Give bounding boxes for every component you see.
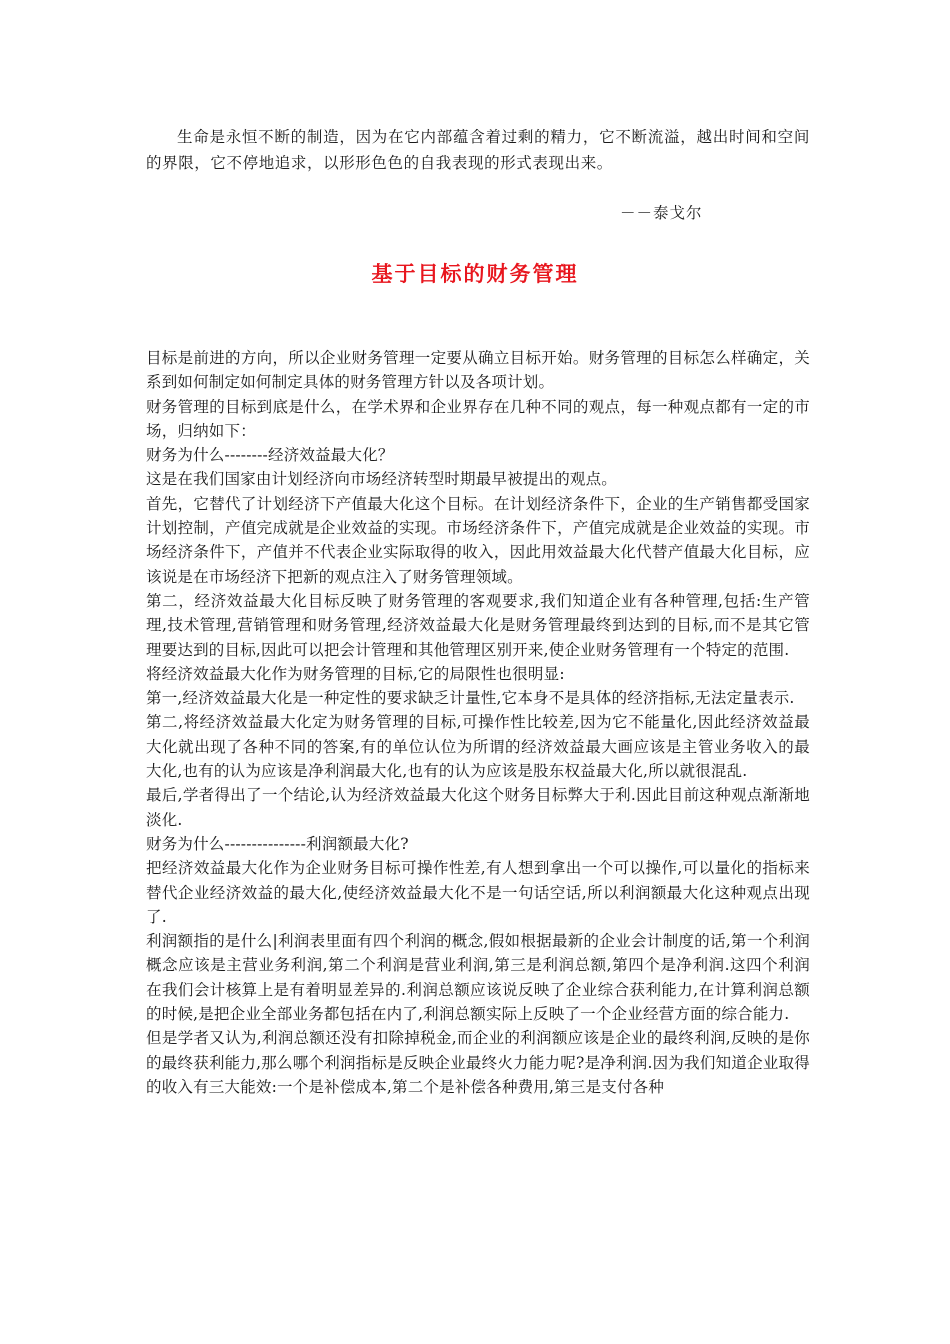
paragraph: 财务管理的目标到底是什么，在学术界和企业界存在几种不同的观点，每一种观点都有一定的市场，归纳如下： (146, 397, 810, 440)
paragraph: 这是在我们国家由计划经济向市场经济转型时期最早被提出的观点。 (146, 470, 618, 489)
article-body (146, 346, 810, 1099)
page-title: 基于目标的财务管理 (371, 262, 579, 286)
paragraph: 最后,学者得出了一个结论,认为经济效益最大化这个财务目标弊大于利.因此目前这种观点渐渐地淡化. (146, 786, 810, 829)
epigraph-attribution: －－泰戈尔 (620, 204, 703, 222)
paragraph: 将经济效益最大化作为财务管理的目标,它的局限性也很明显: (146, 664, 565, 683)
paragraph: 目标是前进的方向，所以企业财务管理一定要从确立目标开始。财务管理的目标怎么样确定，关系到如何制定如何制定具体的财务管理方针以及各项计划。 (146, 349, 810, 392)
paragraph: 第二,将经济效益最大化定为财务管理的目标,可操作性比较差,因为它不能量化,因此经济效益最大化就出现了各种不同的答案,有的单位认位为所谓的经济效益最大画应该是主管业务收入的最大化,也有的认为应该是净利润最大化,也有的认为应该是股东权益最大化,所以就很混乱. (146, 713, 810, 781)
paragraph: 首先，它替代了计划经济下产值最大化这个目标。在计划经济条件下，企业的生产销售都受国家计划控制，产值完成就是企业效益的实现。市场经济条件下，产值完成就是企业效益的实现。市场经济条件下，产值并不代表企业实际取得的收入，因此用效益最大化代替产值最大化目标，应该说是在市场经济下把新的观点注入了财务管理领域。 (146, 494, 810, 586)
paragraph: 第二，经济效益最大化目标反映了财务管理的客观要求,我们知道企业有各种管理,包括:生产管理,技术管理,营销管理和财务管理,经济效益最大化是财务管理最终到达到的目标,而不是其它管理要达到的目标,因此可以把会计管理和其他管理区别开来,使企业财务管理有一个特定的范围. (146, 591, 810, 659)
paragraph: 但是学者又认为,利润总额还没有扣除掉税金,而企业的利润额应该是企业的最终利润,反映的是你的最终获利能力,那么哪个利润指标是反映企业最终火力能力呢?是净利润.因为我们知道企业取得的收入有三大能效:一个是补偿成本,第二个是补偿各种费用,第三是支付各种 (146, 1029, 810, 1096)
paragraph: 利润额指的是什么|利润表里面有四个利润的概念,假如根据最新的企业会计制度的话,第一个利润概念应该是主营业务利润,第二个利润是营业利润,第三是利润总额,第四个是净利润.这四个利润在我们会计核算上是有着明显差异的.利润总额应该说反映了企业综合获利能力,在计算利润总额的时候,是把企业全部业务都包括在内了,利润总额实际上反映了一个企业经营方面的综合能力. (146, 932, 810, 1024)
section-heading: 财务为什么--------经济效益最大化？ (146, 446, 394, 465)
paragraph: 第一,经济效益最大化是一种定性的要求缺乏计量性,它本身不是具体的经济指标,无法定量表示. (146, 689, 795, 708)
paragraph: 把经济效益最大化作为企业财务目标可操作性差,有人想到拿出一个可以操作,可以量化的指标来替代企业经济效益的最大化,使经济效益最大化不是一句话空话,所以利润额最大化这种观点出现了. (146, 859, 810, 926)
epigraph-quote: 生命是永恒不断的制造，因为在它内部蕴含着过剩的精力，它不断流溢，越出时间和空间的界限，它不停地追求，以形形色色的自我表现的形式表现出来。 (146, 128, 810, 172)
section-heading: 财务为什么---------------利润额最大化? (146, 834, 409, 853)
